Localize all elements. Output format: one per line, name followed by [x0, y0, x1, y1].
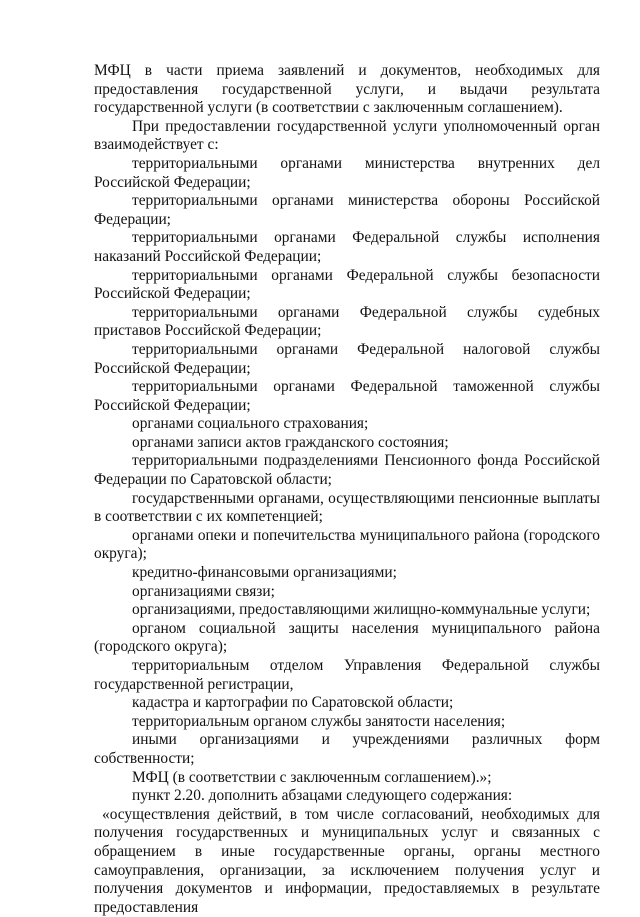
list-item-other-organizations: иными организациями и учреждениями различных форм собственности; — [94, 731, 600, 767]
document-page — [94, 62, 600, 917]
list-item-security: территориальными органами Федеральной службы безопасности Российской Федерации; — [94, 266, 600, 303]
list-item-pension-fund: территориальными подразделениями Пенсионного фонда Российской Федерации по Саратовской области; — [94, 452, 600, 489]
list-item-social-insurance: органами социального страхования; — [132, 415, 369, 433]
list-item-social-protection: органом социальной защиты населения муниципального района (городского округа); — [94, 619, 600, 656]
list-item-defense: территориальными органами министерства обороны Российской Федерации; — [94, 192, 600, 228]
list-item-mvd: территориальными органами министерства внутренних дел Российской Федерации; — [94, 154, 600, 191]
list-item-customs: территориальными органами Федеральной таможенной службы Российской Федерации; — [94, 378, 600, 414]
list-item-guardianship: органами опеки и попечительства муниципального района (городского округа); — [94, 526, 600, 563]
list-item-bailiffs: территориальными органами Федеральной службы судебных приставов Российской Федерации; — [94, 303, 600, 340]
list-item-penitentiary: территориальными органами Федеральной службы исполнения наказаний Российской Федерации; — [94, 229, 600, 265]
list-item-tax: территориальными органами Федеральной налоговой службы Российской Федерации; — [94, 340, 600, 377]
list-item-civil-registry: органами записи актов гражданского состояния; — [132, 433, 449, 451]
list-item-cadastre: кадастра и картографии по Саратовской области; — [132, 694, 454, 712]
paragraph-quoted-addition: «осуществления действий, в том числе согласований, необходимых для получения государственных и муниципальных услуг и связанных с обращением в иные государственные органы, органы местного самоуправления, организации, за исключением получения услуг и получения документов и информации, предоставляемых в результате предоставления — [94, 805, 600, 916]
paragraph-mfc-acceptance: МФЦ в части приема заявлений и документов, необходимых для предоставления государственной услуги, и выдачи результата государственной услуги (в соответствии с заключенным соглашением). — [94, 62, 600, 117]
list-item-credit-organizations: кредитно-финансовыми организациями; — [132, 564, 397, 582]
list-item-pension-payers: государственными органами, осуществляющими пенсионные выплаты в соответствии с их компетенцией; — [94, 489, 600, 526]
paragraph-interaction-intro: При предоставлении государственной услуги уполномоченный орган взаимодействует с: — [94, 117, 600, 154]
list-item-housing-services: организациями, предоставляющими жилищно-коммунальные услуги; — [132, 601, 591, 619]
list-item-registration-department: территориальным отделом Управления Федеральной службы государственной регистрации, — [94, 657, 600, 693]
list-item-employment-service: территориальным органом службы занятости населения; — [132, 712, 506, 730]
list-item-communications: организациями связи; — [132, 582, 275, 600]
paragraph-clause-2-20: пункт 2.20. дополнить абзацами следующего содержания: — [132, 787, 513, 805]
list-item-mfc-agreement: МФЦ (в соответствии с заключенным соглашением).»; — [132, 768, 492, 786]
